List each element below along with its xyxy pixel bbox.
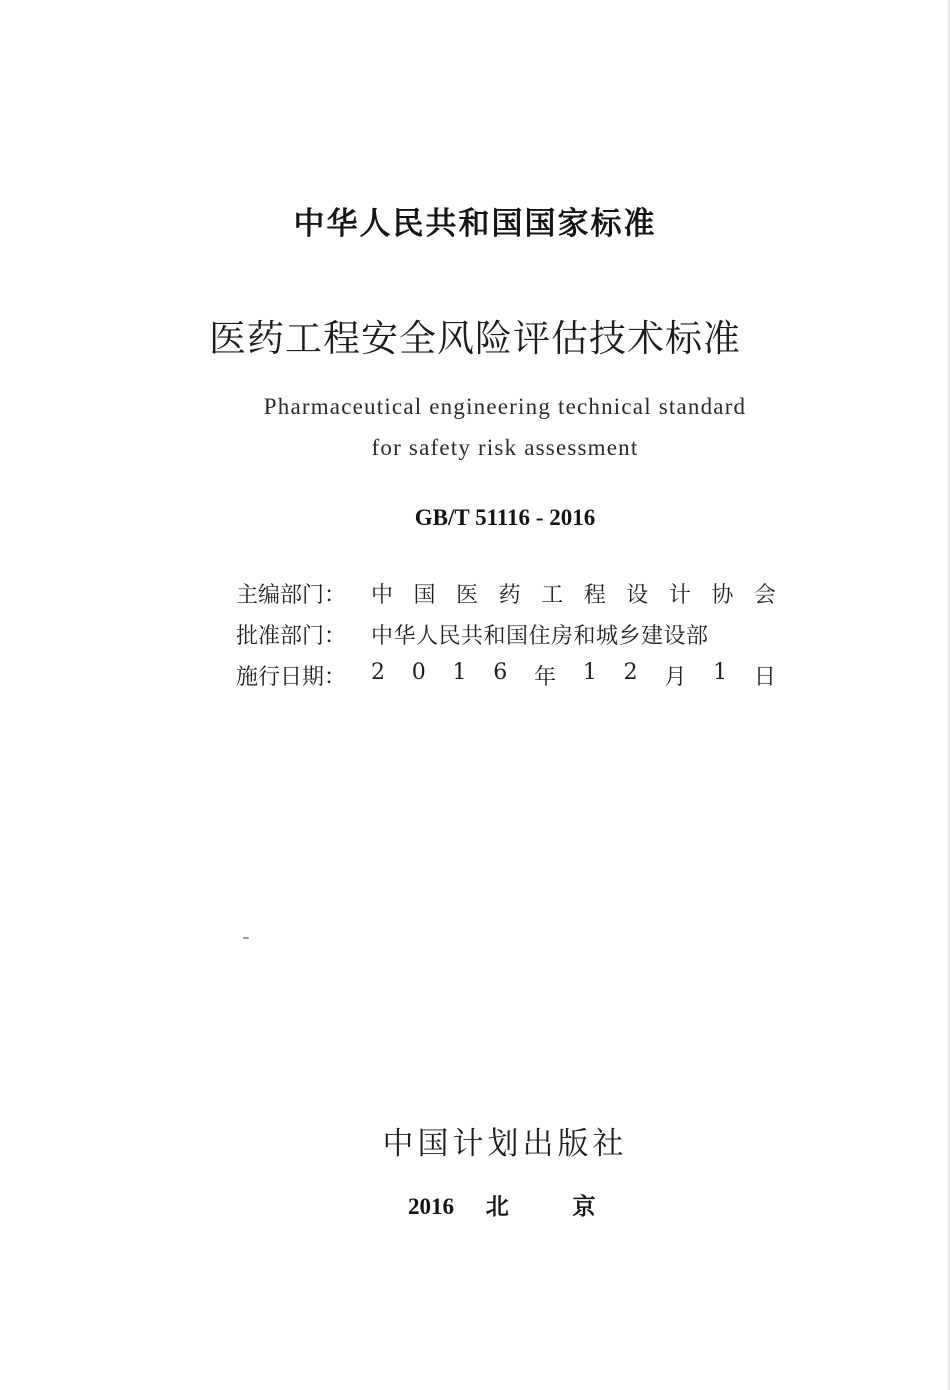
editor-char: 药 (498, 583, 521, 608)
date-char: 2 (371, 660, 385, 685)
editor-char: 中 (371, 583, 394, 608)
standard-english-title-line-2: for safety risk assessment (371, 435, 639, 460)
approver-department-value: 中华人民共和国住房和城乡建设部 (371, 624, 709, 649)
editor-char: 设 (626, 583, 649, 608)
editor-department-label: 主编部门： (236, 583, 347, 608)
date-char: 1 (582, 660, 597, 685)
date-char: 月 (664, 665, 687, 690)
date-char: 0 (411, 660, 426, 685)
date-char: 年 (534, 665, 557, 690)
editor-char: 协 (711, 583, 734, 608)
editor-department-row (236, 578, 776, 609)
editor-char: 医 (456, 583, 479, 608)
editor-char: 工 (541, 583, 564, 608)
date-char: 1 (452, 660, 467, 685)
date-char: 2 (623, 660, 638, 685)
standard-english-title-line-1: Pharmaceutical engineering technical standard (263, 394, 747, 419)
national-standard-heading: 中华人民共和国国家标准 (293, 206, 657, 242)
date-char: 日 (753, 665, 776, 690)
approver-department-row (236, 619, 776, 650)
editor-char: 国 (413, 583, 436, 608)
date-char: 1 (713, 660, 728, 685)
date-char: 6 (493, 660, 508, 685)
scan-speck (243, 937, 249, 939)
publisher-name: 中国计划出版社 (382, 1126, 628, 1162)
editor-char: 程 (583, 583, 606, 608)
publication-year: 2016 (408, 1194, 454, 1219)
publication-year-and-place (408, 1188, 596, 1221)
approver-department-label: 批准部门： (236, 624, 347, 649)
editor-char: 会 (753, 583, 776, 608)
effective-date-row (236, 660, 776, 691)
publication-city-char: 北 (485, 1194, 509, 1220)
standard-code: GB/T 51116 - 2016 (414, 505, 596, 530)
standard-chinese-title: 医药工程安全风险评估技术标准 (209, 317, 741, 360)
editor-char: 计 (668, 583, 691, 608)
editor-department-value (371, 578, 776, 609)
publication-city-char: 京 (572, 1194, 596, 1220)
effective-date-label: 施行日期： (236, 665, 347, 690)
effective-date-value (371, 660, 776, 691)
